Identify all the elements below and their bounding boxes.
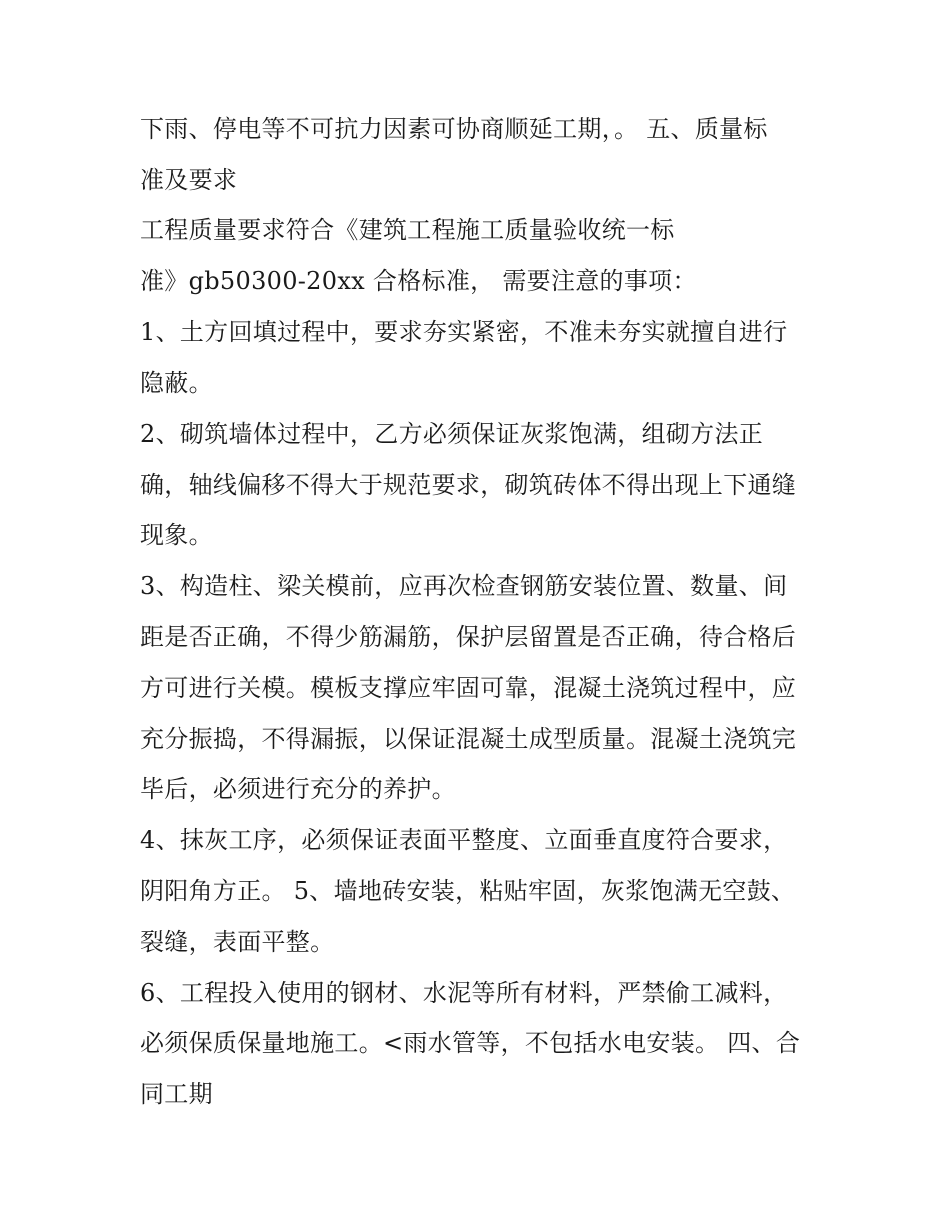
- text-line: 毕后，必须进行充分的养护。: [140, 775, 456, 803]
- text-line: 3、构造柱、梁关模前，应再次检查钢筋安装位置、数量、间: [140, 572, 788, 600]
- text-line: 准》gb50300-20xx 合格标准， 需要注意的事项：: [140, 267, 697, 295]
- text-line: 必须保质保量地施工。<雨水管等，不包括水电安装。 四、合: [140, 1029, 801, 1057]
- text-line: 阴阳角方正。 5、墙地砖安装，粘贴牢固，灰浆饱满无空鼓、: [140, 877, 796, 905]
- text-line: 4、抹灰工序，必须保证表面平整度、立面垂直度符合要求，: [140, 826, 788, 854]
- text-line: 距是否正确，不得少筋漏筋，保护层留置是否正确，待合格后: [140, 623, 797, 651]
- text-line: 方可进行关模。模板支撑应牢固可靠，混凝土浇筑过程中，应: [140, 674, 797, 702]
- text-line: 裂缝，表面平整。: [140, 928, 335, 956]
- text-line: 工程质量要求符合《建筑工程施工质量验收统一标: [140, 216, 675, 244]
- text-line: 准及要求: [140, 166, 238, 194]
- text-line: 确，轴线偏移不得大于规范要求，砌筑砖体不得出现上下通缝: [140, 471, 797, 499]
- text-line: 隐蔽。: [140, 369, 213, 397]
- text-line: 现象。: [140, 521, 213, 549]
- text-line: 同工期: [140, 1080, 213, 1108]
- text-line: 6、工程投入使用的钢材、水泥等所有材料，严禁偷工减料，: [140, 979, 788, 1007]
- text-line: 2、砌筑墙体过程中，乙方必须保证灰浆饱满，组砌方法正: [140, 420, 764, 448]
- text-line: 1、土方回填过程中，要求夯实紧密，不准未夯实就擅自进行: [140, 318, 788, 346]
- text-line: 下雨、停电等不可抗力因素可协商顺延工期，。 五、质量标: [140, 115, 768, 143]
- text-line: 充分振捣，不得漏振，以保证混凝土成型质量。混凝土浇筑完: [140, 725, 797, 753]
